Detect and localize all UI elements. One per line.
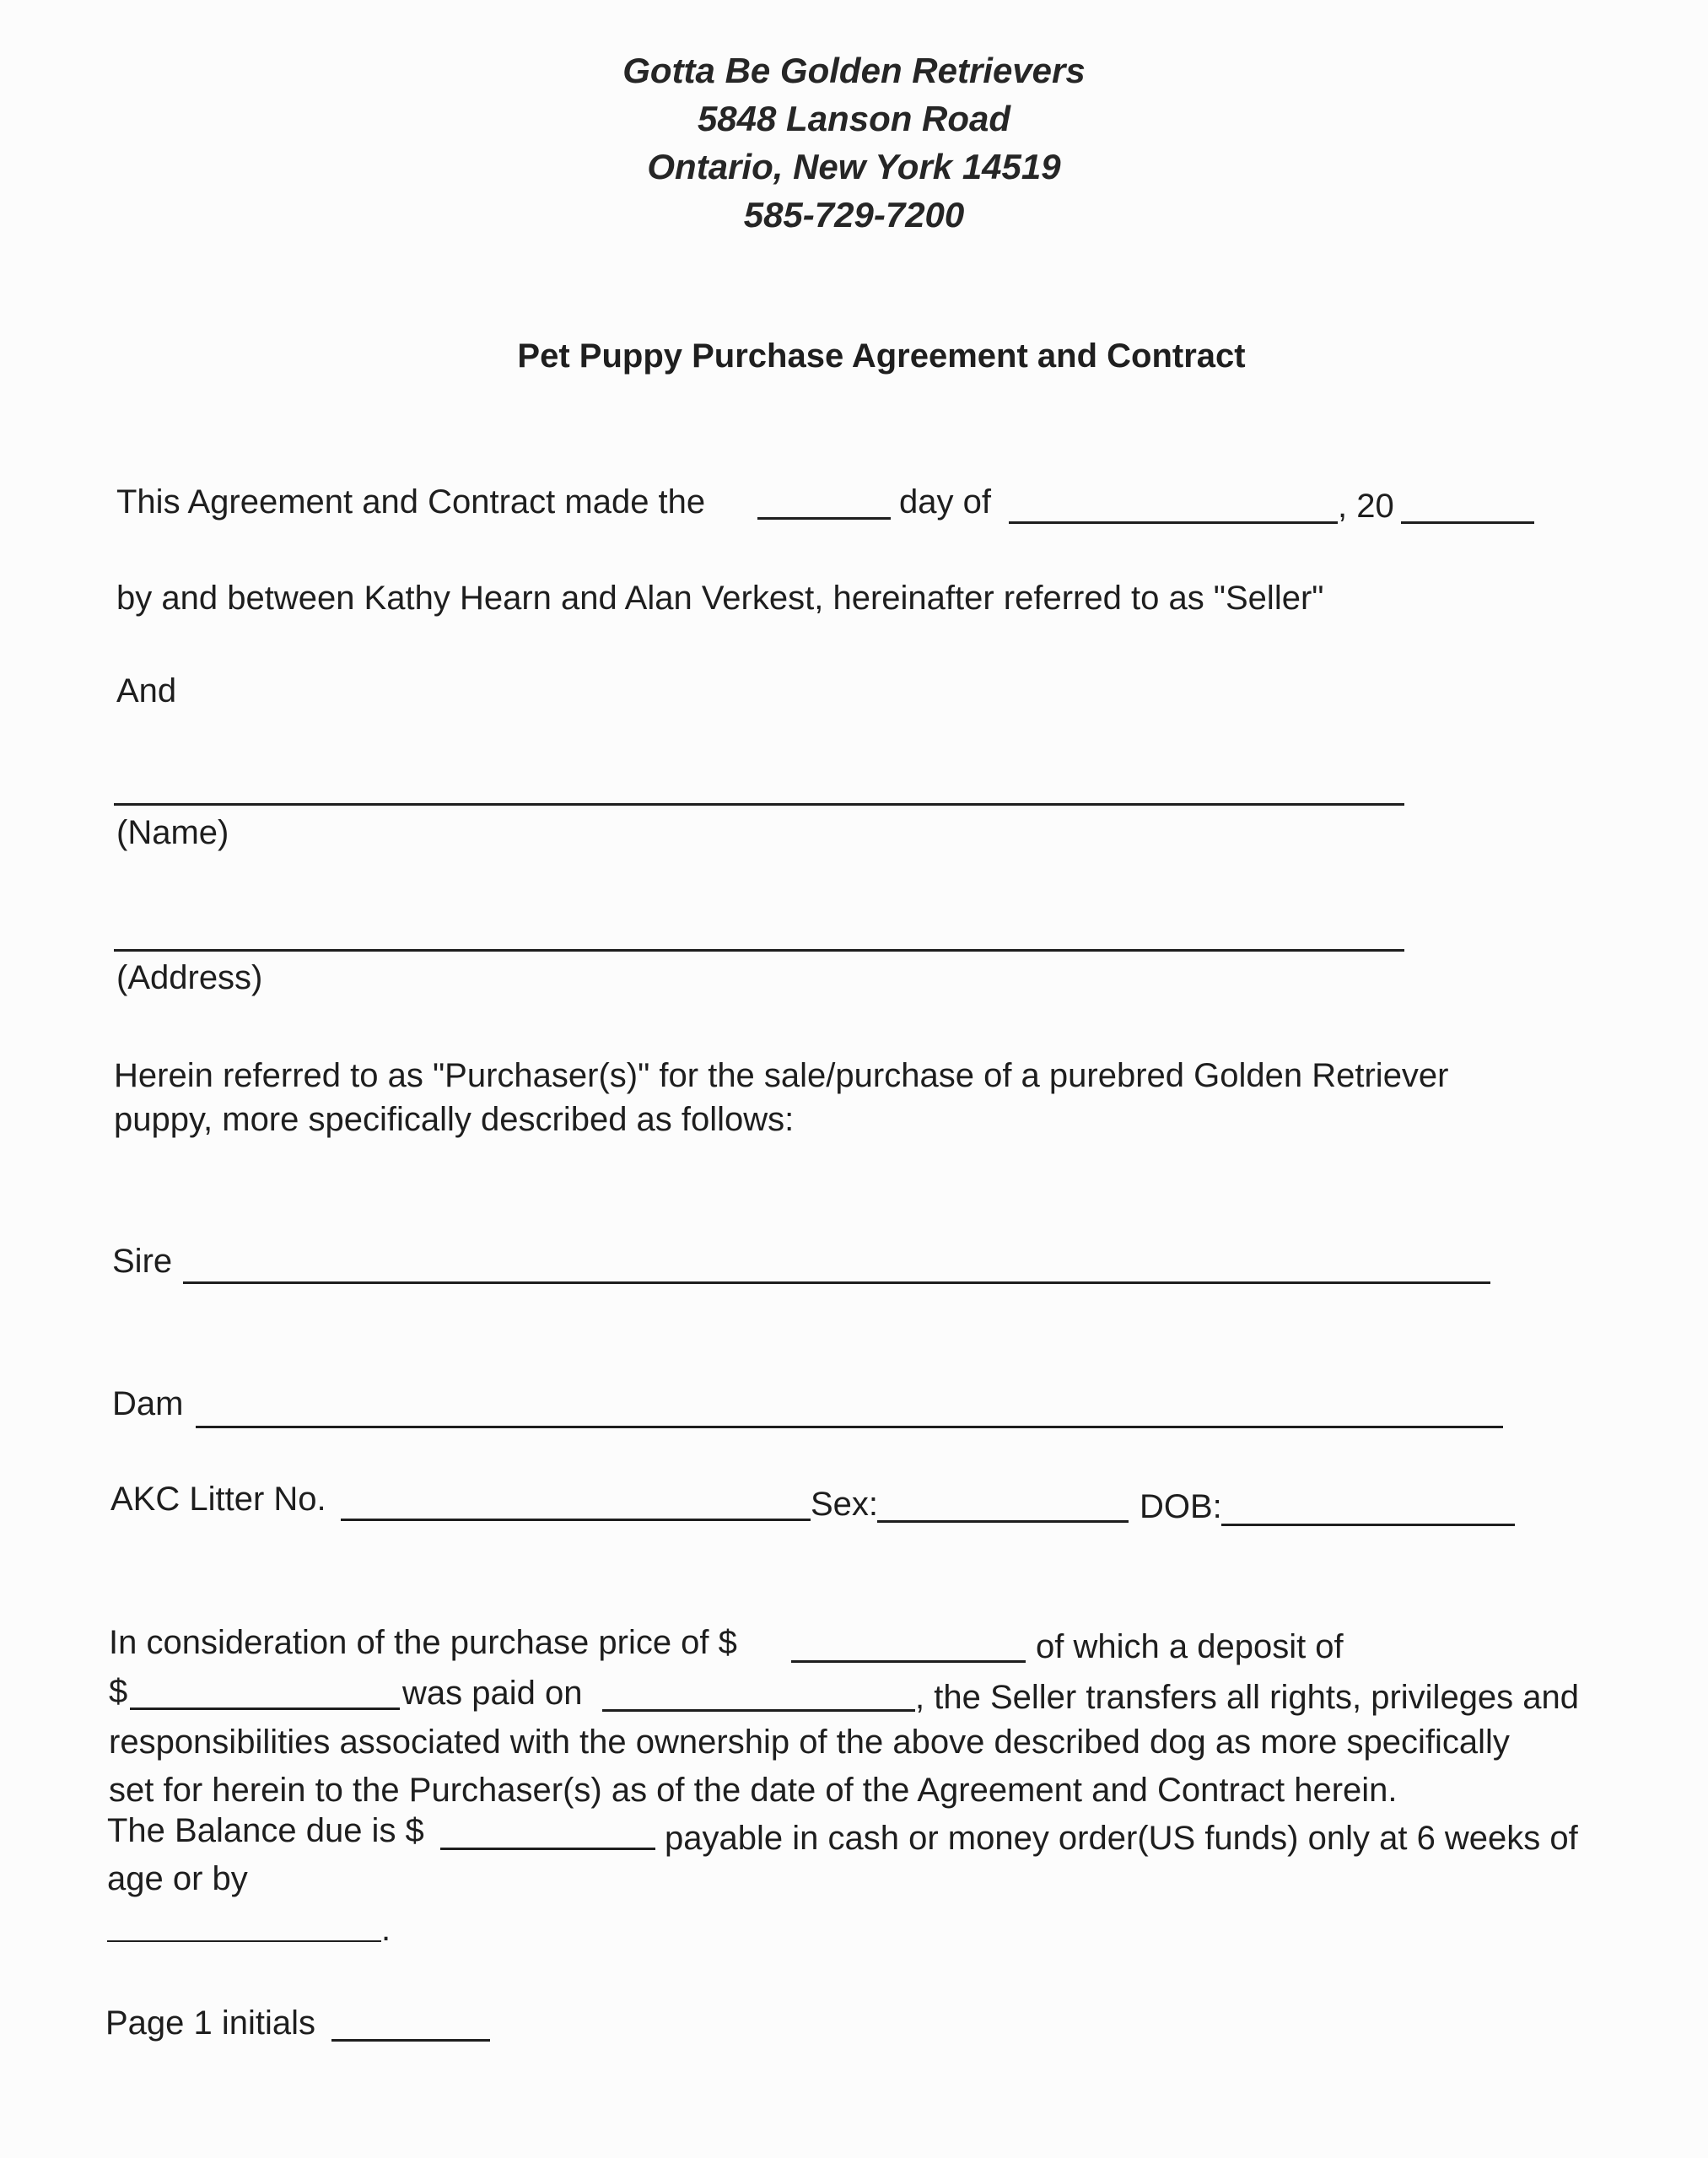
year-prefix-text: , 20 bbox=[1338, 488, 1394, 525]
litter-blank[interactable] bbox=[341, 1519, 811, 1521]
paid-on-blank[interactable] bbox=[602, 1709, 915, 1712]
sex-label: Sex: bbox=[811, 1486, 879, 1523]
business-city-state-zip: Ontario, New York 14519 bbox=[647, 147, 1061, 186]
year-blank[interactable] bbox=[1401, 521, 1534, 524]
deposit-blank[interactable] bbox=[130, 1708, 400, 1710]
consideration-line4: set for herein to the Purchaser(s) as of the date of the Agreement and Contract herein. bbox=[109, 1772, 1398, 1809]
parties-text: by and between Kathy Hearn and Alan Verkest, hereinafter referred to as "Seller" bbox=[116, 580, 1324, 617]
price-text: In consideration of the purchase price of $ bbox=[109, 1624, 737, 1661]
payable-text: payable in cash or money order(US funds) only at 6 weeks of bbox=[665, 1820, 1578, 1857]
address-label: (Address) bbox=[116, 959, 263, 996]
purchaser-para-line1: Herein referred to as "Purchaser(s)" for the sale/purchase of a purebred Golden Retriever bbox=[114, 1057, 1449, 1094]
purchaser-para-line2: puppy, more specifically described as follows: bbox=[114, 1101, 795, 1138]
month-blank[interactable] bbox=[1009, 521, 1338, 524]
sire-label: Sire bbox=[112, 1243, 173, 1280]
price-blank[interactable] bbox=[791, 1660, 1026, 1663]
document-title: Pet Puppy Purchase Agreement and Contract bbox=[517, 337, 1246, 375]
business-street: 5848 Lanson Road bbox=[697, 99, 1011, 138]
deposit-dollar-text: $ bbox=[109, 1673, 128, 1710]
sire-blank[interactable] bbox=[183, 1281, 1490, 1284]
name-label: (Name) bbox=[116, 814, 229, 851]
business-name: Gotta Be Golden Retrievers bbox=[622, 51, 1086, 90]
due-date-blank[interactable] bbox=[107, 1940, 381, 1942]
consideration-line3: responsibilities associated with the ownership of the above described dog as more specifically bbox=[109, 1724, 1510, 1761]
due-date-period: . bbox=[381, 1911, 391, 1948]
address-blank[interactable] bbox=[114, 949, 1404, 952]
day-of-text: day of bbox=[899, 483, 991, 521]
name-blank[interactable] bbox=[114, 803, 1404, 806]
and-label: And bbox=[116, 672, 177, 709]
agreement-lead-text: This Agreement and Contract made the bbox=[116, 483, 706, 521]
letterhead bbox=[0, 46, 1708, 239]
dob-blank[interactable] bbox=[1221, 1524, 1515, 1526]
deposit-text: of which a deposit of bbox=[1036, 1628, 1344, 1665]
dob-label: DOB: bbox=[1140, 1488, 1222, 1525]
balance-blank[interactable] bbox=[440, 1848, 655, 1850]
sex-blank[interactable] bbox=[877, 1520, 1129, 1523]
age-or-by-text: age or by bbox=[107, 1860, 248, 1897]
initials-blank[interactable] bbox=[331, 2039, 490, 2042]
day-blank[interactable] bbox=[757, 517, 891, 520]
initials-label: Page 1 initials bbox=[105, 2004, 316, 2042]
dam-label: Dam bbox=[112, 1385, 184, 1422]
business-phone: 585-729-7200 bbox=[743, 195, 965, 235]
paid-on-text: was paid on bbox=[402, 1675, 583, 1712]
balance-text: The Balance due is $ bbox=[107, 1812, 424, 1849]
dam-blank[interactable] bbox=[196, 1426, 1503, 1428]
litter-label: AKC Litter No. bbox=[110, 1481, 326, 1518]
transfer-text: , the Seller transfers all rights, privileges and bbox=[915, 1679, 1580, 1716]
